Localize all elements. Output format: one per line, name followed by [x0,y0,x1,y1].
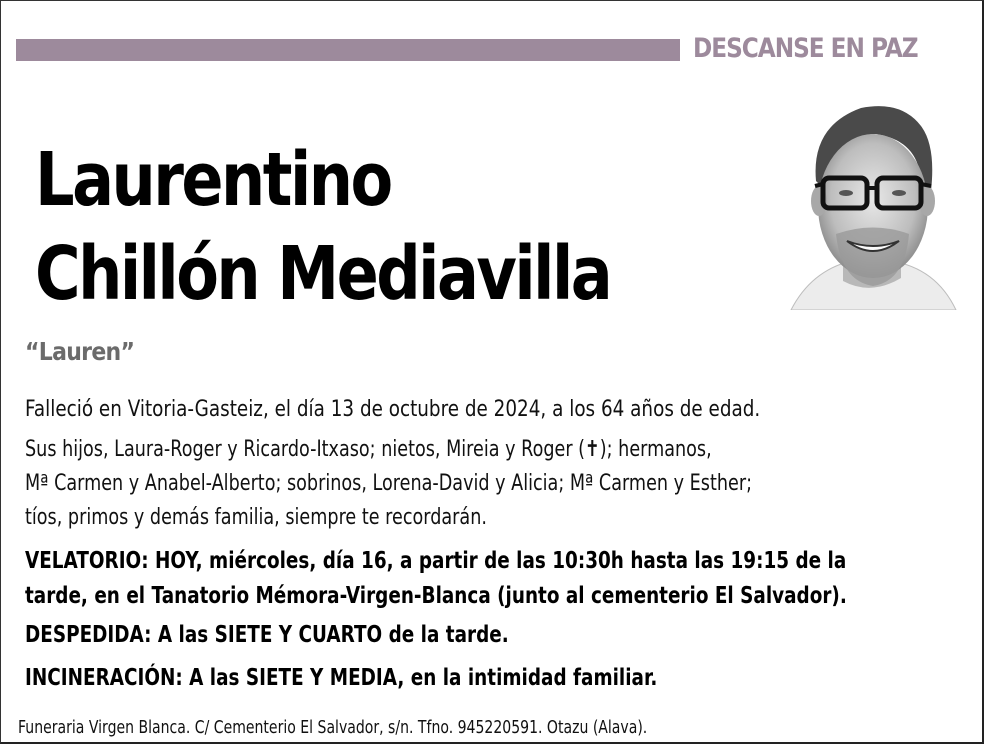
family-line: Sus hijos, Laura-Roger y Ricardo-Itxaso; nietos, Mireia y Roger (✝); hermanos, [25,437,712,462]
nickname: “Lauren” [25,337,135,366]
funeral-home-footer: Funeraria Virgen Blanca. C/ Cementerio El Salvador, s/n. Tfno. 945220591. Otazu (Alava). [18,717,648,738]
velatorio-info [25,544,847,614]
section-label: DESCANSE EN PAZ [693,33,918,64]
incineracion-info: INCINERACIÓN: A las SIETE Y MEDIA, en la intimidad familiar. [25,665,658,691]
family-line: tíos, primos y demás familia, siempre te recordarán. [25,505,487,530]
header-bar [16,39,680,61]
portrait-image [781,96,961,310]
despedida-info: DESPEDIDA: A las SIETE Y CUARTO de la tarde. [25,622,509,648]
family-message [25,433,752,535]
velatorio-line: tarde, en el Tanatorio Mémora-Virgen-Blanca (junto al cementerio El Salvador). [25,583,847,609]
surnames: Chillón Mediavilla [35,231,611,317]
deceased-name [35,133,610,321]
first-name: Laurentino [35,137,391,223]
death-notice: Falleció en Vitoria-Gasteiz, el día 13 de octubre de 2024, a los 64 años de edad. [25,397,761,422]
portrait-photo [781,96,961,310]
family-line: Mª Carmen y Anabel-Alberto; sobrinos, Lorena-David y Alicia; Mª Carmen y Esther; [25,471,753,496]
velatorio-line: VELATORIO: HOY, miércoles, día 16, a partir de las 10:30h hasta las 19:15 de la [25,548,847,574]
